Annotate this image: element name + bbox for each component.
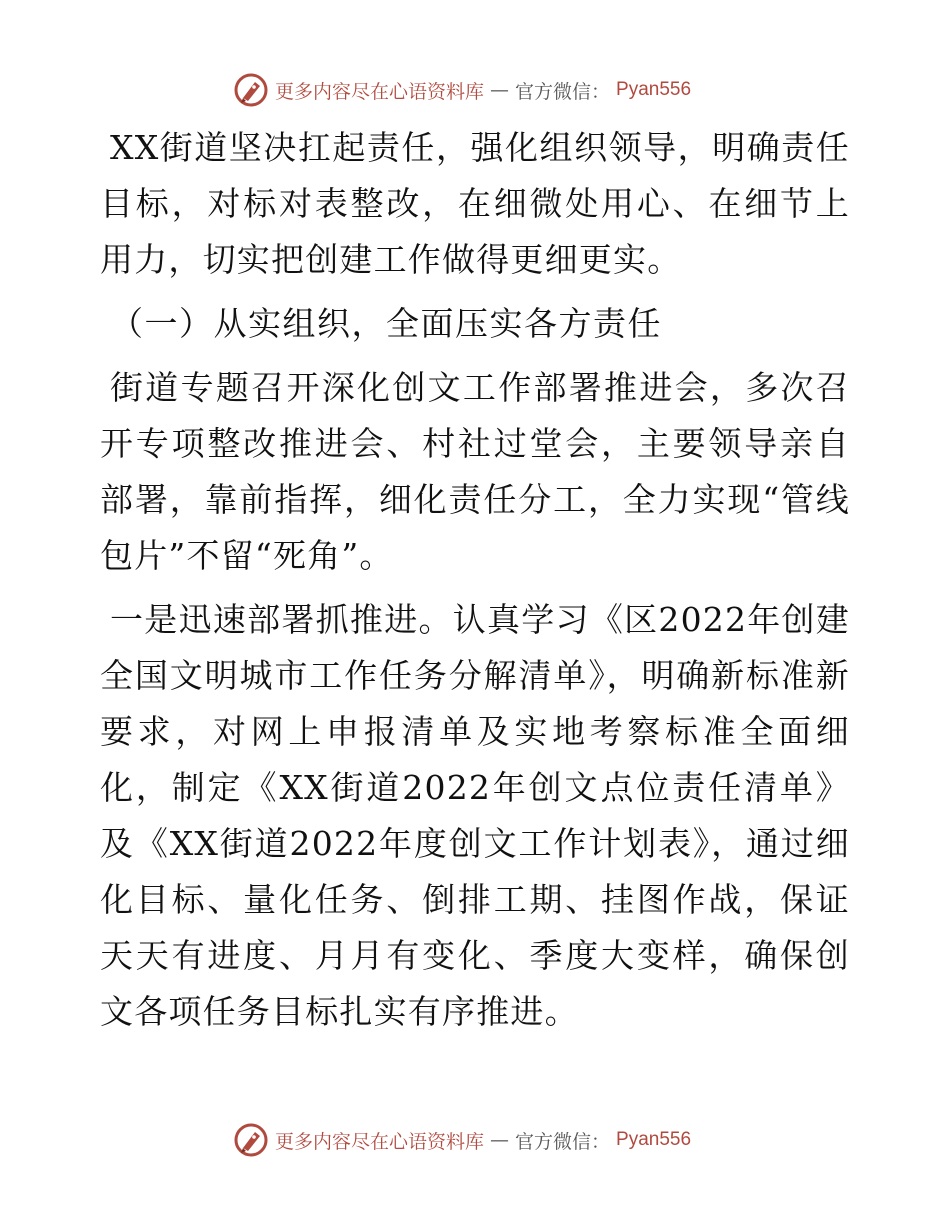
watermark-wechat-id: Pyan556 <box>616 1129 692 1150</box>
pen-nib-logo-icon <box>233 72 269 108</box>
watermark-official-label: 官方微信： <box>515 1130 611 1153</box>
watermark-official-label: 官方微信： <box>515 80 611 103</box>
header-watermark <box>233 72 691 108</box>
document-body <box>100 120 850 1040</box>
watermark-wechat-id: Pyan556 <box>616 79 692 100</box>
watermark-separator: — <box>490 1129 510 1151</box>
watermark-main-text: 更多内容尽在心语资料库 <box>275 1130 485 1153</box>
pen-nib-logo-icon <box>233 1122 269 1158</box>
paragraph-deployment: 一是迅速部署抓推进。认真学习《区2022年创建全国文明城市工作任务分解清单》，明确新标准新要求，对网上申报清单及实地考察标准全面细化，制定《XX街道2022年创文点位责任清单》及《XX街道2022年度创文工作计划表》，通过细化目标、量化任务、倒排工期、挂图作战，保证天天有进度、月月有变化、季度大变样，确保创文各项任务目标扎实有序推进。 <box>100 600 850 1031</box>
watermark-main-text: 更多内容尽在心语资料库 <box>275 80 485 103</box>
paragraph-organization: 街道专题召开深化创文工作部署推进会，多次召开专项整改推进会、村社过堂会，主要领导亲自部署，靠前指挥，细化责任分工，全力实现“管线包片”不留“死角”。 <box>100 368 850 575</box>
section-heading: （一）从实组织，全面压实各方责任 <box>110 304 662 343</box>
watermark-separator: — <box>490 79 510 101</box>
footer-watermark <box>233 1122 691 1158</box>
paragraph-intro: XX街道坚决扛起责任，强化组织领导，明确责任目标，对标对表整改，在细微处用心、在细节上用力，切实把创建工作做得更细更实。 <box>100 128 850 279</box>
